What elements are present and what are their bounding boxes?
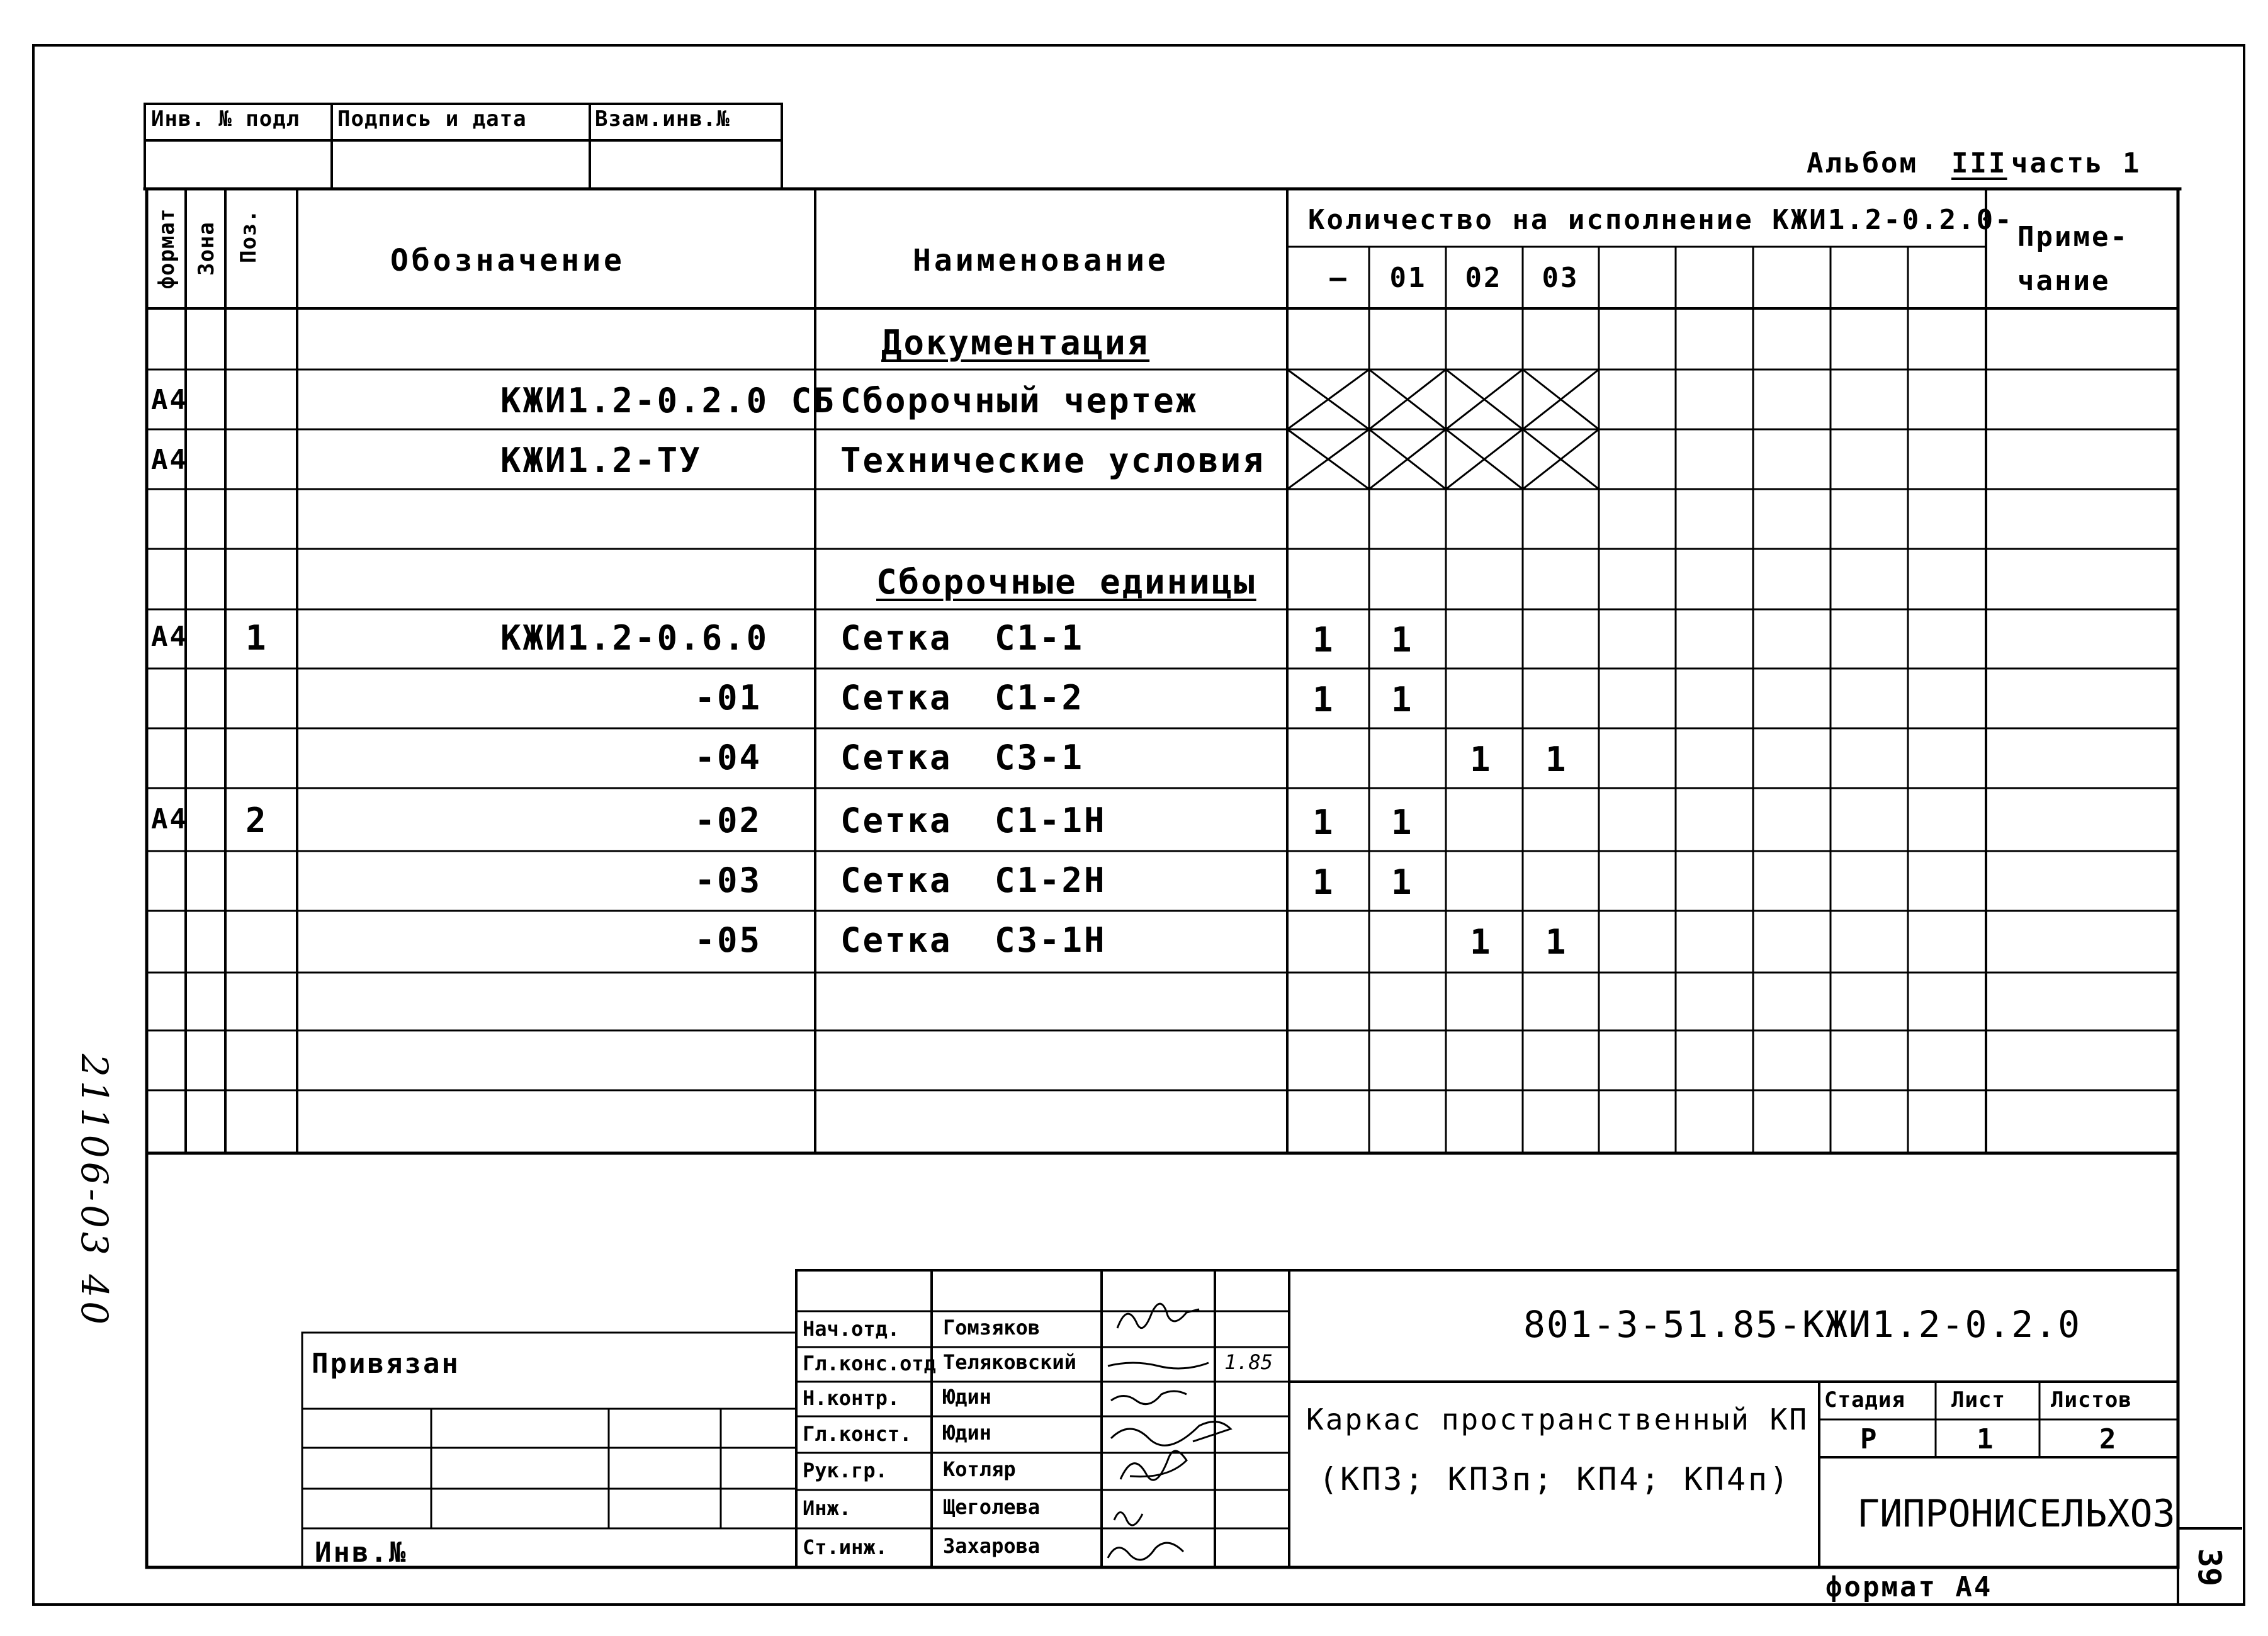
row-4-q3: 1 xyxy=(1545,740,1568,779)
row-2-q0: 1 xyxy=(1312,620,1335,660)
row-4-name: Сетка xyxy=(840,738,952,777)
sig-5-role: Инж. xyxy=(803,1496,852,1520)
row-0-designation: КЖИ1.2-0.2.0 СБ xyxy=(500,381,836,420)
header-format: формат xyxy=(154,208,179,290)
row-4-designation: -04 xyxy=(694,738,762,777)
row-6-q0: 1 xyxy=(1312,862,1335,902)
header-zone: Зона xyxy=(194,222,219,276)
row-5-format: А4 xyxy=(151,803,188,835)
header-designation: Обозначение xyxy=(390,243,625,278)
stamp-podpis: Подпись и дата xyxy=(337,106,527,132)
sig-0-name: Гомзяков xyxy=(943,1316,1041,1340)
privyazan-label: Привязан xyxy=(312,1348,460,1380)
row-3-mark: С1-2 xyxy=(995,678,1085,718)
row-3-q1: 1 xyxy=(1391,680,1414,719)
signature-scribbles xyxy=(1108,1304,1231,1560)
header-version-2: 02 xyxy=(1465,262,1503,294)
sig-1-name: Теляковский xyxy=(943,1350,1076,1374)
row-4-mark: С3-1 xyxy=(995,738,1085,777)
row-5-name: Сетка xyxy=(840,801,952,840)
sig-2-name: Юдин xyxy=(943,1385,992,1409)
row-7-name: Сетка xyxy=(840,920,952,960)
row-6-name: Сетка xyxy=(840,860,952,900)
row-7-designation: -05 xyxy=(694,920,762,960)
row-3-name: Сетка xyxy=(840,678,952,718)
row-2-name: Сетка xyxy=(840,618,952,658)
sig-4-role: Рук.гр. xyxy=(803,1458,888,1482)
stage-label: Стадия xyxy=(1824,1387,1905,1413)
row-2-mark: С1-1 xyxy=(995,618,1085,658)
section-units: Сборочные единицы xyxy=(876,562,1256,602)
row-2-q1: 1 xyxy=(1391,620,1414,660)
page-number: 39 xyxy=(2191,1548,2228,1587)
row-6-mark: С1-2Н xyxy=(995,860,1107,900)
stage-value: Р xyxy=(1860,1423,1879,1455)
sig-0-role: Нач.отд. xyxy=(803,1317,900,1341)
org-name: ГИПРОНИСЕЛЬХОЗ xyxy=(1857,1492,2175,1536)
sheet-value: 1 xyxy=(1977,1423,1995,1455)
sig-2-role: Н.контр. xyxy=(803,1386,900,1410)
row-3-designation: -01 xyxy=(694,678,762,718)
title-line-2: (КП3; КП3п; КП4; КП4п) xyxy=(1319,1461,1791,1498)
row-1-format: А4 xyxy=(151,444,188,476)
header-note-2: чание xyxy=(2017,265,2111,297)
row-5-mark: С1-1Н xyxy=(995,801,1107,840)
row-0-name: Сборочный чертеж xyxy=(840,381,1199,420)
header-quantity: Количество на исполнение КЖИ1.2-0.2.0- xyxy=(1308,204,2014,236)
sig-4-name: Котляр xyxy=(943,1457,1016,1481)
row-5-q1: 1 xyxy=(1391,803,1414,842)
header-version-0: — xyxy=(1329,262,1348,294)
privyazan-inv: Инв.№ xyxy=(315,1537,408,1569)
sheet-label: Лист xyxy=(1951,1387,2006,1413)
row-4-q2: 1 xyxy=(1470,740,1492,779)
sig-5-name: Щеголева xyxy=(943,1495,1041,1519)
album-part: часть 1 xyxy=(2011,147,2141,179)
row-3-q0: 1 xyxy=(1312,680,1335,719)
row-2-format: А4 xyxy=(151,621,188,653)
row-2-designation: КЖИ1.2-0.6.0 xyxy=(500,618,769,658)
sheets-label: Листов xyxy=(2051,1387,2132,1413)
row-5-q0: 1 xyxy=(1312,803,1335,842)
album-label: Альбом xyxy=(1807,147,1918,179)
sig-1-date: 1.85 xyxy=(1224,1350,1273,1374)
footer-format: формат А4 xyxy=(1825,1571,1993,1603)
sig-3-role: Гл.конст. xyxy=(803,1422,912,1446)
section-docs: Документация xyxy=(881,323,1150,363)
header-version-1: 01 xyxy=(1389,262,1427,294)
header-note-1: Приме- xyxy=(2017,221,2129,253)
title-code: 801-3-51.85-КЖИ1.2-0.2.0 xyxy=(1523,1303,2082,1346)
row-1-name: Технические условия xyxy=(840,441,1265,480)
row-5-designation: -02 xyxy=(694,801,762,840)
row-0-format: А4 xyxy=(151,384,188,416)
side-number: 21106-03 40 xyxy=(73,1054,116,1329)
header-name: Наименование xyxy=(913,243,1169,278)
stamp-inv-podl: Инв. № подл xyxy=(151,106,300,132)
row-6-q1: 1 xyxy=(1391,862,1414,902)
row-2-pos: 1 xyxy=(245,618,268,658)
header-pos: Поз. xyxy=(236,209,261,263)
stamp-vzam: Взам.инв.№ xyxy=(595,106,730,132)
row-7-mark: С3-1Н xyxy=(995,920,1107,960)
row-7-q3: 1 xyxy=(1545,922,1568,962)
title-line-1: Каркас пространственный КП xyxy=(1306,1402,1809,1436)
sig-3-name: Юдин xyxy=(943,1421,992,1445)
sig-6-role: Ст.инж. xyxy=(803,1535,888,1559)
row-1-designation: КЖИ1.2-ТУ xyxy=(500,441,702,480)
row-5-pos: 2 xyxy=(245,801,268,840)
sig-1-role: Гл.конс.отд xyxy=(803,1351,936,1375)
sheets-value: 2 xyxy=(2099,1423,2118,1455)
row-7-q2: 1 xyxy=(1470,922,1492,962)
header-version-3: 03 xyxy=(1542,262,1579,294)
sig-6-name: Захарова xyxy=(943,1534,1041,1558)
album-volume: III xyxy=(1951,147,2007,179)
row-6-designation: -03 xyxy=(694,860,762,900)
